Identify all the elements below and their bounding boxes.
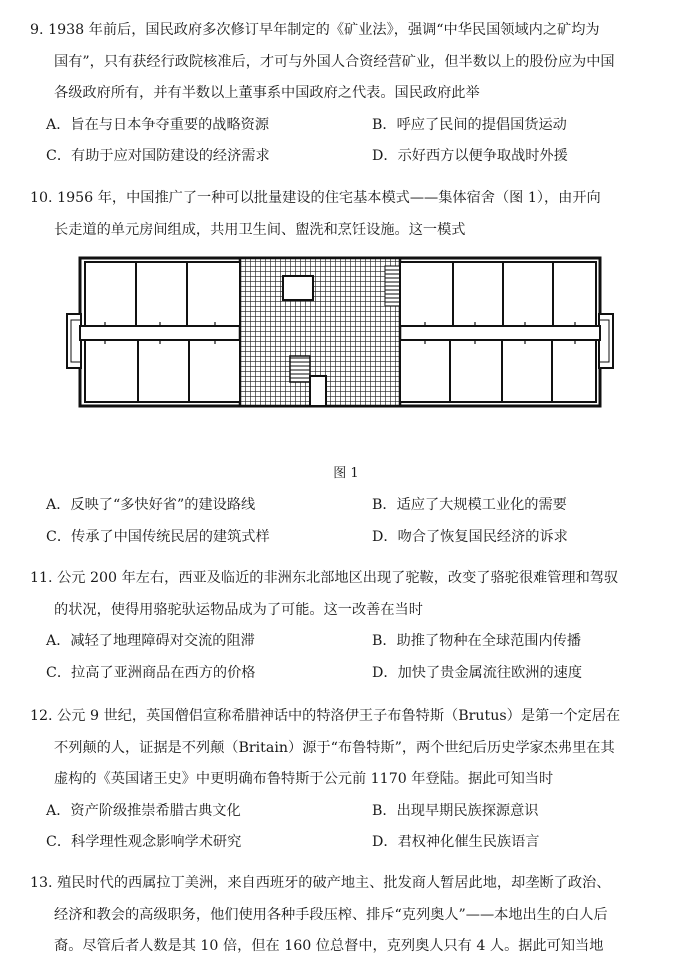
options-row [30, 522, 670, 554]
question-10 [30, 183, 670, 246]
options-row [30, 110, 670, 142]
options-row [30, 658, 670, 690]
question-12-line-2: 不列颠的人，证据是不列颠（Britain）源于“布鲁特斯”，两个世纪后历史学家杰弗里在其 [54, 739, 615, 756]
option-c[interactable]: C．传承了中国传统民居的建筑式样 [46, 528, 270, 545]
question-13 [30, 868, 670, 963]
options-row [30, 827, 670, 859]
question-12-line-3: 虚构的《英国诸王史》中更明确布鲁特斯于公元前 1170 年登陆。据此可知当时 [54, 771, 554, 787]
option-c[interactable]: C．拉高了亚洲商品在西方的价格 [46, 664, 256, 681]
question-11-line-2: 的状况，使得用骆驼驮运物品成为了可能。这一改善在当时 [54, 601, 423, 618]
options-row [30, 490, 670, 522]
dormitory-floor-plan [65, 256, 615, 408]
option-a[interactable]: A．减轻了地理障碍对交流的阻滞 [46, 633, 255, 649]
option-d[interactable]: D．君权神化催生民族语言 [372, 834, 540, 850]
question-10-line-2: 长走道的单元房间组成，共用卫生间、盥洗和烹饪设施。这一模式 [54, 221, 466, 238]
option-c[interactable]: C．科学理性观念影响学术研究 [46, 834, 242, 850]
option-b[interactable]: B．助推了物种在全球范围内传播 [372, 633, 582, 649]
option-c[interactable]: C．有助于应对国防建设的经济需求 [46, 148, 270, 164]
option-b[interactable]: B．适应了大规模工业化的需要 [372, 497, 567, 513]
options-row [30, 796, 670, 828]
question-number: 11. [30, 570, 53, 586]
question-10-options [30, 490, 670, 553]
question-number: 13. [30, 875, 53, 891]
question-number: 9. [30, 22, 44, 38]
figure-caption: 图 1 [333, 466, 359, 481]
question-number: 10. [30, 190, 53, 206]
option-a[interactable]: A．旨在与日本争夺重要的战略资源 [46, 116, 270, 133]
question-11-line-1: 11. 公元 200 年左右，西亚及临近的非洲东北部地区出现了驼鞍，改变了骆驼很难管理和驾驭 [30, 570, 619, 586]
option-d[interactable]: D．加快了贵金属流往欧洲的速度 [372, 664, 583, 681]
question-9-line-3: 各级政府所有，并有半数以上董事系中国政府之代表。国民政府此举 [54, 85, 480, 101]
question-11 [30, 563, 670, 689]
option-a[interactable]: A．反映了“多快好省”的建设路线 [46, 497, 256, 513]
option-d[interactable]: D．示好西方以便争取战时外援 [372, 148, 568, 164]
question-12 [30, 701, 670, 859]
option-b[interactable]: B．出现早期民族探源意识 [372, 802, 539, 819]
option-a[interactable]: A．资产阶级推崇希腊古典文化 [46, 802, 241, 819]
option-d[interactable]: D．吻合了恢复国民经济的诉求 [372, 528, 568, 545]
question-9-line-2: 国有”，只有获经行政院核准后，才可与外国人合资经营矿业，但半数以上的股份应为中国 [54, 53, 615, 70]
question-9 [30, 15, 670, 173]
question-10-line-1: 10. 1956 年，中国推广了一种可以批量建设的住宅基本模式——集体宿舍（图 1），由开向 [30, 190, 601, 206]
question-13-line-1: 13. 殖民时代的西属拉丁美洲，来自西班牙的破产地主、批发商人暂居此地，却垄断了政治、 [30, 875, 611, 891]
question-number: 12. [30, 708, 53, 724]
option-b[interactable]: B．呼应了民间的提倡国货运动 [372, 116, 567, 133]
question-13-line-3: 裔。尽管后者人数是其 10 倍，但在 160 位总督中，克列奥人只有 4 人。据此可知当地 [54, 938, 604, 954]
options-row [30, 141, 670, 173]
question-9-line-1: 9. 1938 年前后，国民政府多次修订早年制定的《矿业法》，强调“中华民国领域内之矿均为 [30, 22, 600, 38]
options-row [30, 626, 670, 658]
question-13-line-2: 经济和教会的高级职务，他们使用各种手段压榨、排斥“克列奥人”——本地出生的白人后 [54, 906, 608, 923]
question-12-line-1: 12. 公元 9 世纪，英国僧侣宣称希腊神话中的特洛伊王子布鲁特斯（Brutus）是第一个定居在 [30, 708, 621, 724]
